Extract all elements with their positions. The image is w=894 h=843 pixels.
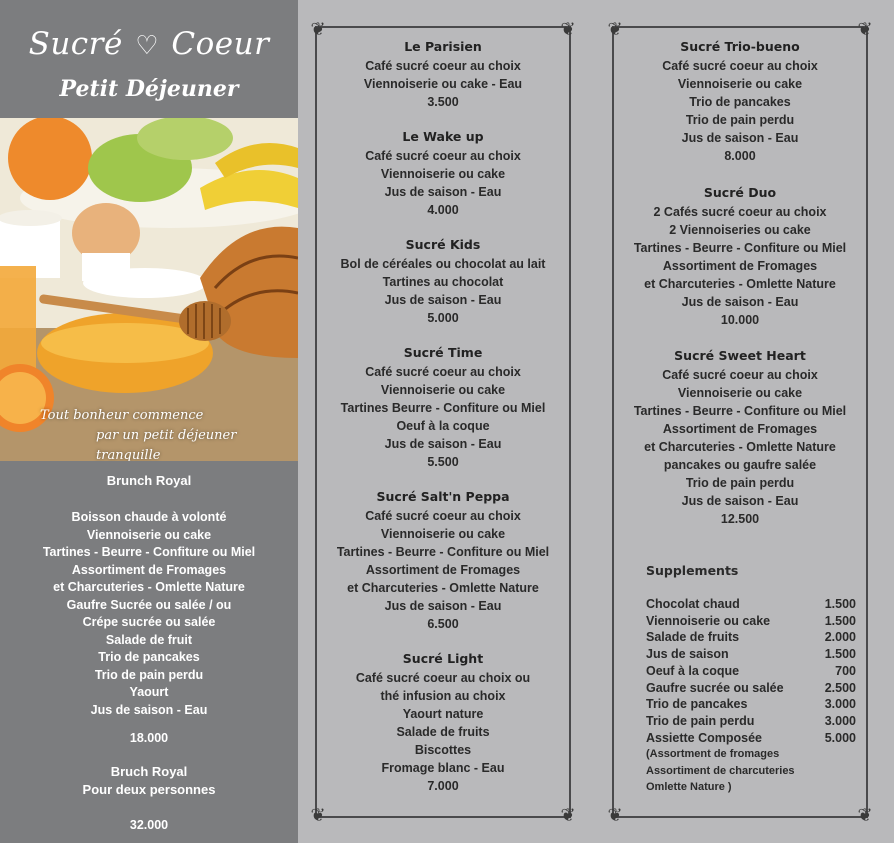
note-line: Assortiment de charcuteries <box>646 764 795 777</box>
caption-line: par un petit déjeuner tranquille <box>96 428 237 461</box>
menu-item-price: 8.000 <box>724 149 756 163</box>
supplement-price: 2.500 <box>824 680 856 695</box>
heart-icon: ♡ <box>135 31 160 61</box>
list-item <box>646 680 856 697</box>
menu-item-line: Yaourt nature <box>402 707 484 721</box>
list-item: Yaourt <box>129 685 169 699</box>
list-item: Trio de pain perdu <box>94 667 204 682</box>
menu-item-line: Tartines Beurre - Confiture ou Miel <box>340 401 546 415</box>
list-item <box>646 730 856 747</box>
supplement-name: Viennoiserie ou cake <box>646 613 771 628</box>
menu-item-line: Viennoiserie ou cake <box>380 383 506 397</box>
menu-item-line: Viennoiserie ou cake <box>380 167 506 181</box>
list-item: Crépe sucrée ou salée <box>82 615 216 629</box>
note-line: (Assortment de fromages <box>646 748 780 760</box>
menu-item-price: 3.500 <box>427 95 459 109</box>
photo-caption <box>40 406 290 461</box>
supplement-name: Oeuf à la coque <box>646 663 740 678</box>
menu-item-line: Café sucré coeur au choix <box>365 509 521 523</box>
supplement-name: Salade de fruits <box>646 630 740 645</box>
menu-item-title: Sucré Trio-bueno <box>680 39 800 54</box>
menu-item-line: Assortiment de Fromages <box>662 259 818 273</box>
list-item <box>646 663 856 680</box>
brand-name-right: Coeur <box>171 26 270 62</box>
menu-item-line: Jus de saison - Eau <box>681 494 799 508</box>
supplement-name: Gaufre sucrée ou salée <box>646 680 784 695</box>
list-item <box>646 713 856 730</box>
menu-item-sucre-sweet-heart <box>600 348 880 528</box>
menu-item-line: Viennoiserie ou cake <box>677 77 803 91</box>
supplements-list <box>646 596 856 746</box>
menu-item-line: Café sucré coeur au choix <box>365 365 521 379</box>
supplement-price: 700 <box>835 663 856 678</box>
menu-item-line: Jus de saison - Eau <box>681 131 799 145</box>
brunch-duo-price: 32.000 <box>129 818 169 832</box>
list-item: Assortiment de Fromages <box>71 562 227 577</box>
brand-header <box>0 0 298 118</box>
menu-item-price: 5.000 <box>427 311 459 325</box>
supplement-price: 5.000 <box>824 730 856 745</box>
menu-item-line: pancakes ou gaufre salée <box>663 458 817 472</box>
ornament-icon: ❦ <box>310 19 326 39</box>
menu-item-price: 4.000 <box>427 203 459 217</box>
list-item: Gaufre Sucrée ou salée / ou <box>66 597 232 612</box>
menu-item-sucre-light <box>303 651 583 795</box>
menu-item-title: Sucré Duo <box>703 185 777 200</box>
menu-item-line: Jus de saison - Eau <box>384 599 502 613</box>
menu-item-line: Salade de fruits <box>396 725 490 739</box>
brunch-royal-title: Brunch Royal <box>106 473 192 488</box>
menu-item-price: 7.000 <box>427 779 459 793</box>
menu-item-line: Oeuf à la coque <box>396 419 490 433</box>
menu-item-line: Café sucré coeur au choix ou <box>355 671 531 685</box>
menu-item-title: Le Parisien <box>404 39 482 54</box>
menu-item-line: Trio de pain perdu <box>685 476 795 490</box>
menu-item-title: Sucré Light <box>402 651 484 666</box>
list-item: et Charcuteries - Omlette Nature <box>53 580 245 594</box>
menu-item-sucre-duo <box>600 185 880 329</box>
menu-item-sucre-kids <box>303 237 583 327</box>
ornament-icon: ❦ <box>857 805 873 825</box>
menu-item-line: Jus de saison - Eau <box>384 293 502 307</box>
menu-item-price: 5.500 <box>427 455 459 469</box>
breakfast-photo <box>0 118 298 461</box>
ornament-icon: ❦ <box>560 805 576 825</box>
menu-item-line: 2 Viennoiseries ou cake <box>669 223 811 237</box>
menu-item-le-parisien <box>303 39 583 111</box>
ornament-icon: ❦ <box>857 19 873 39</box>
list-item: Boisson chaude à volonté <box>71 510 227 524</box>
supplement-name: Assiette Composée <box>646 730 763 745</box>
menu-item-title: Le Wake up <box>402 129 484 144</box>
menu-item-line: Tartines au chocolat <box>382 275 504 289</box>
menu-item-sucre-trio-bueno <box>600 39 880 165</box>
menu-item-title: Sucré Kids <box>405 237 481 252</box>
ornament-icon: ❦ <box>560 19 576 39</box>
brunch-duo-title-2: Pour deux personnes <box>82 782 216 797</box>
list-item: Viennoiserie ou cake <box>86 527 212 542</box>
supplement-name: Trio de pain perdu <box>646 713 755 728</box>
supplement-price: 3.000 <box>824 713 856 728</box>
caption-line: Tout bonheur commence <box>40 408 204 423</box>
middle-menu-panel <box>303 14 583 830</box>
menu-item-title: Sucré Time <box>403 345 483 360</box>
list-item <box>646 613 856 630</box>
brunch-royal-items <box>0 509 298 719</box>
menu-item-line: Jus de saison - Eau <box>681 295 799 309</box>
menu-item-line: Café sucré coeur au choix <box>662 368 818 382</box>
brunch-royal-price: 18.000 <box>129 731 169 745</box>
menu-item-line: Jus de saison - Eau <box>384 437 502 451</box>
menu-item-line: Assortiment de Fromages <box>365 563 521 577</box>
menu-item-line: Café sucré coeur au choix <box>365 59 521 73</box>
menu-item-line: Café sucré coeur au choix <box>365 149 521 163</box>
brunch-duo-title-1: Bruch Royal <box>110 764 188 779</box>
list-item <box>646 629 856 646</box>
menu-item-line: Café sucré coeur au choix <box>662 59 818 73</box>
supplement-name: Jus de saison <box>646 647 729 662</box>
menu-item-line: Tartines - Beurre - Confiture ou Miel <box>336 545 550 559</box>
list-item <box>646 646 856 663</box>
menu-item-line: Tartines - Beurre - Confiture ou Miel <box>633 241 847 255</box>
supplement-price: 1.500 <box>824 613 856 628</box>
brand-logo <box>0 26 298 62</box>
supplements-title: Supplements <box>646 563 739 578</box>
supplement-price: 2.000 <box>824 630 856 645</box>
menu-item-title: Sucré Salt'n Peppa <box>376 489 510 504</box>
menu-item-price: 10.000 <box>720 313 760 327</box>
menu-item-le-wake-up <box>303 129 583 219</box>
menu-item-sucre-time <box>303 345 583 471</box>
list-item <box>646 596 856 613</box>
menu-item-line: Biscottes <box>414 743 472 757</box>
menu-item-title: Sucré Sweet Heart <box>674 348 806 363</box>
supplement-price: 1.500 <box>824 597 856 611</box>
menu-item-sucre-salt-n-peppa <box>303 489 583 633</box>
list-item <box>646 696 856 713</box>
menu-item-line: Viennoiserie ou cake <box>380 527 506 541</box>
menu-item-line: Trio de pancakes <box>689 95 791 109</box>
supplement-name: Chocolat chaud <box>646 597 740 611</box>
menu-item-line: et Charcuteries - Omlette Nature <box>644 440 836 454</box>
supplements-note <box>646 746 795 796</box>
list-item: Salade de fruit <box>105 632 193 647</box>
menu-item-line: et Charcuteries - Omlette Nature <box>347 581 539 595</box>
list-item: Trio de pancakes <box>98 650 200 664</box>
menu-item-line: thé infusion au choix <box>380 689 506 703</box>
supplement-name: Trio de pancakes <box>646 697 748 712</box>
page-title: Petit Déjeuner <box>59 76 239 102</box>
menu-item-line: Trio de pain perdu <box>685 113 795 127</box>
ornament-icon: ❦ <box>607 19 623 39</box>
ornament-icon: ❦ <box>310 805 326 825</box>
list-item: Tartines - Beurre - Confiture ou Miel <box>42 545 256 559</box>
left-column <box>0 0 298 843</box>
brand-name-left: Sucré <box>28 26 123 62</box>
menu-item-line: Jus de saison - Eau <box>384 185 502 199</box>
menu-item-line: Tartines - Beurre - Confiture ou Miel <box>633 404 847 418</box>
menu-item-line: 2 Cafés sucré coeur au choix <box>653 205 827 219</box>
menu-item-price: 6.500 <box>427 617 459 631</box>
supplement-price: 3.000 <box>824 697 856 712</box>
ornament-icon: ❦ <box>607 805 623 825</box>
list-item: Jus de saison - Eau <box>90 702 208 717</box>
supplement-price: 1.500 <box>824 647 856 662</box>
menu-item-price: 12.500 <box>720 512 760 526</box>
menu-item-line: Bol de céréales ou chocolat au lait <box>340 257 546 271</box>
note-line: Omlette Nature ) <box>646 781 732 793</box>
menu-item-line: et Charcuteries - Omlette Nature <box>644 277 836 291</box>
menu-item-line: Assortiment de Fromages <box>662 422 818 436</box>
menu-item-line: Viennoiserie ou cake - Eau <box>363 77 523 91</box>
menu-item-line: Viennoiserie ou cake <box>677 386 803 400</box>
menu-item-line: Fromage blanc - Eau <box>381 761 505 775</box>
